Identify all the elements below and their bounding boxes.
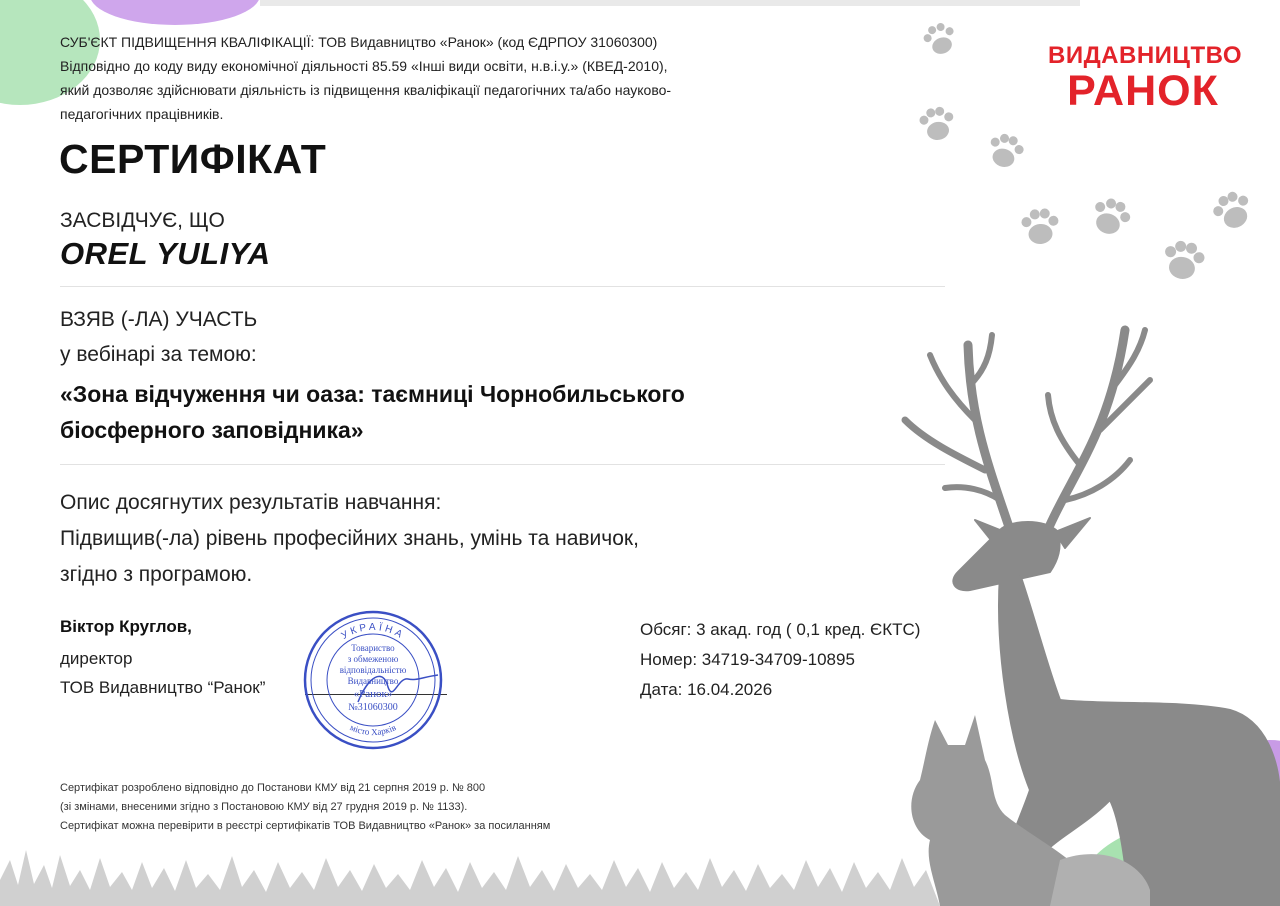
results-line: згідно з програмою. (60, 563, 253, 586)
official-stamp (298, 607, 448, 753)
recipient-name: OREL YULIYA (60, 236, 271, 271)
svg-text:місто Харків (349, 722, 398, 737)
issuer-line: Відповідно до коду виду економічної діяльності 85.59 «Інші види освіти, н.в.і.у.» (КВЕД-2010), (60, 58, 668, 74)
stamp-line: з обмеженою (347, 654, 399, 664)
grass-border (0, 850, 940, 906)
top-grass-strip (260, 0, 1080, 6)
number-text: Номер: 34719-34709-10895 (640, 650, 855, 669)
logo-line-2: РАНОК (1067, 67, 1219, 115)
footnote-block (60, 779, 550, 836)
certificate-details (640, 615, 920, 705)
divider (60, 464, 945, 465)
stamp-top-text: УКРАЇНА (339, 621, 407, 642)
stamp-line: Товариство (351, 643, 395, 653)
signer-role: директор (60, 649, 133, 668)
topic-line: «Зона відчуження чи оаза: таємниці Чорнобильського (60, 381, 685, 407)
results-block (60, 485, 639, 593)
stamp-code: №31060300 (348, 702, 398, 713)
stamp-bottom-text: місто Харків (348, 722, 398, 738)
footnote-line: Сертифікат можна перевірити в реєстрі сертифікатів ТОВ Видавництво «Ранок» за посиланням (60, 820, 551, 832)
certifies-label: ЗАСВІДЧУЄ, ЩО (60, 209, 225, 232)
footnote-line: (зі змінами, внесеними згідно з Постановою КМУ від 27 грудня 2019 р. № 1133). (60, 801, 468, 813)
stamp-line: «Ранок» (353, 688, 393, 700)
results-line: Підвищив(-ла) рівень професійних знань, умінь та навичок, (60, 527, 639, 550)
issuer-line: СУБ'ЄКТ ПІДВИЩЕННЯ КВАЛІФІКАЦІЇ: ТОВ Видавництво «Ранок» (код ЄДРПОУ 31060300) (60, 34, 658, 50)
date-text: Дата: 16.04.2026 (640, 680, 773, 699)
issuer-block (60, 30, 671, 126)
stamp-line: відповідальністю (339, 665, 407, 675)
purple-blob-top (90, 0, 260, 25)
issuer-line: який дозволяє здійснювати діяльність із підвищення кваліфікації педагогічних та/або науково- (60, 82, 672, 98)
svg-text:УКРАЇНА (340, 621, 407, 642)
signer-name: Віктор Круглов, (60, 617, 192, 636)
publisher-logo (1048, 42, 1243, 115)
signer-org: ТОВ Видавництво “Ранок” (60, 678, 266, 697)
volume-text: Обсяг: 3 акад. год ( 0,1 кред. ЄКТС) (640, 620, 921, 639)
results-line: Опис досягнутих результатів навчання: (60, 491, 442, 514)
topic-line: біосферного заповідника» (60, 417, 364, 443)
footnote-line: Сертифікат розроблено відповідно до Постанови КМУ від 21 серпня 2019 р. № 800 (60, 782, 486, 794)
webinar-label: у вебінарі за темою: (60, 343, 257, 366)
issuer-line: педагогічних працівників. (60, 106, 224, 122)
stamp-line: Видавництво (347, 676, 399, 686)
divider (60, 286, 945, 287)
participated-label: ВЗЯВ (-ЛА) УЧАСТЬ (60, 308, 258, 331)
certificate-title: СЕРТИФІКАТ (59, 136, 327, 182)
webinar-topic (60, 376, 685, 448)
logo-line-1: ВИДАВНИЦТВО (1048, 42, 1243, 69)
